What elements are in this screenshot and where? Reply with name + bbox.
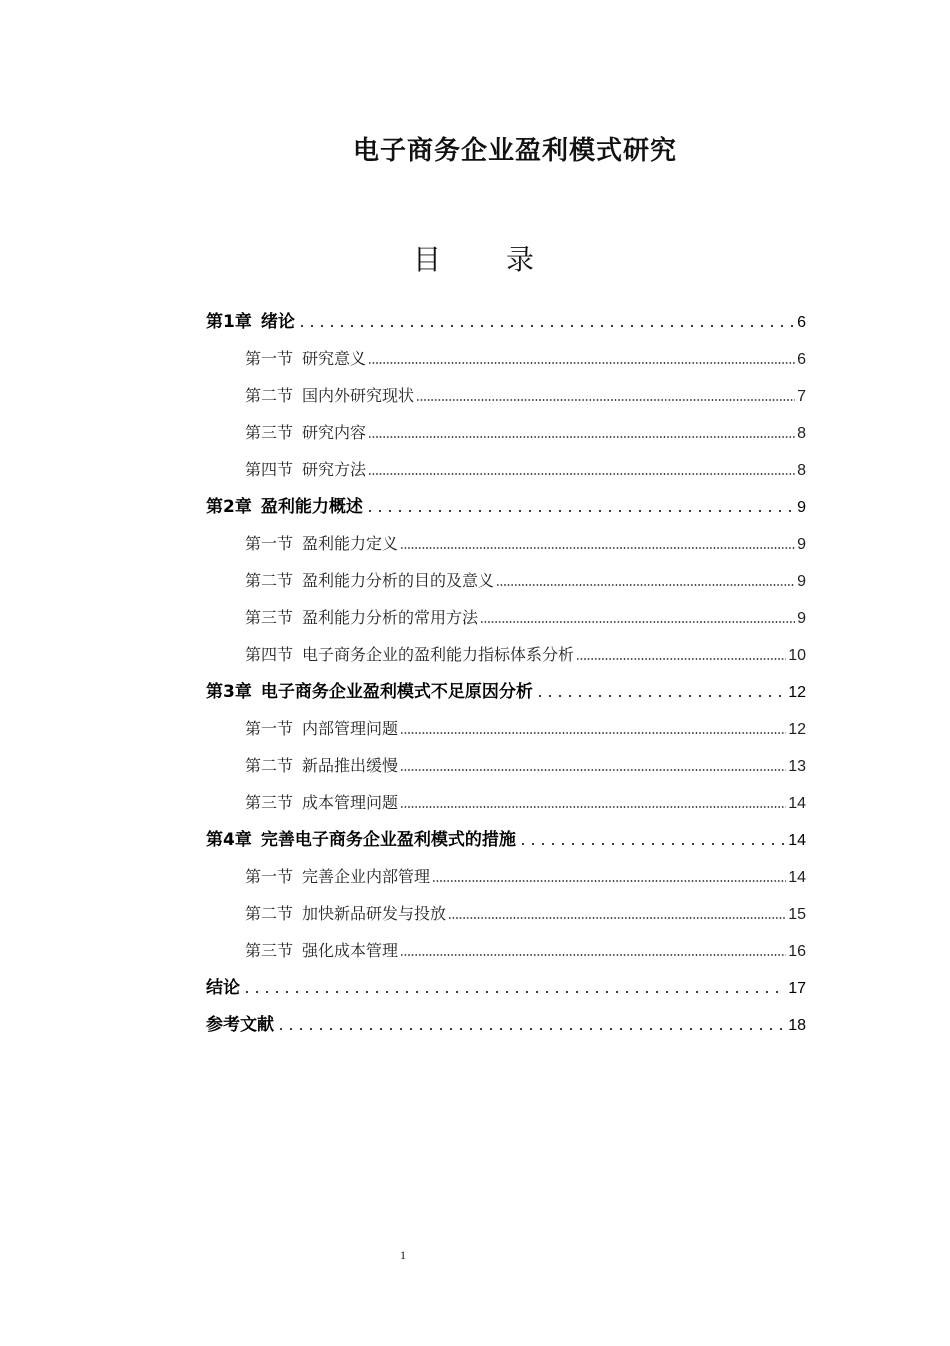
toc-dot-leader	[496, 584, 795, 586]
toc-section-entry[interactable]	[206, 739, 806, 776]
toc-entry-text: 加快新品研发与投放	[302, 904, 447, 923]
toc-entry-label	[206, 492, 363, 517]
toc-entry-number: 第二节	[245, 386, 294, 405]
toc-section-entry[interactable]	[206, 369, 806, 406]
toc-chapter-entry[interactable]	[206, 813, 806, 850]
toc-entry-number: 第一节	[245, 719, 294, 738]
toc-entry-text: 结论	[206, 978, 240, 998]
toc-entry-text: 研究内容	[302, 423, 367, 442]
toc-entry-label	[245, 605, 478, 628]
toc-entry-label	[245, 531, 398, 554]
toc-dot-leader	[276, 1028, 786, 1030]
toc-entry-number: 第2章	[206, 497, 252, 517]
toc-dot-leader	[400, 769, 786, 771]
toc-entry-page: 9	[797, 610, 806, 627]
toc-section-entry[interactable]	[206, 887, 806, 924]
toc-section-entry[interactable]	[206, 628, 806, 665]
toc-entry-page: 16	[788, 943, 806, 960]
toc-entry-label	[206, 1010, 274, 1035]
toc-dot-leader	[416, 399, 795, 401]
toc-entry-page: 12	[788, 721, 806, 738]
toc-section-entry[interactable]	[206, 517, 806, 554]
toc-dot-leader	[448, 917, 786, 919]
toc-entry-label	[245, 938, 398, 961]
toc-entry-number: 第三节	[245, 608, 294, 627]
toc-entry-page: 7	[797, 388, 806, 405]
toc-dot-leader	[480, 621, 795, 623]
toc-entry-label	[206, 677, 533, 702]
toc-entry-label	[206, 973, 240, 998]
toc-chapter-entry[interactable]	[206, 998, 806, 1035]
toc-dot-leader	[368, 473, 795, 475]
toc-dot-leader	[535, 695, 786, 697]
toc-entry-label	[245, 420, 366, 443]
toc-entry-label	[206, 825, 516, 850]
toc-entry-page: 6	[797, 314, 806, 331]
toc-entry-page: 8	[797, 425, 806, 442]
toc-entry-text: 新品推出缓慢	[302, 756, 399, 775]
toc-section-entry[interactable]	[206, 406, 806, 443]
toc-entry-number: 第二节	[245, 571, 294, 590]
toc-dot-leader	[365, 510, 795, 512]
toc-entry-number: 第二节	[245, 756, 294, 775]
toc-dot-leader	[400, 954, 786, 956]
toc-section-entry[interactable]	[206, 702, 806, 739]
toc-entry-number: 第一节	[245, 867, 294, 886]
toc-entry-page: 10	[788, 647, 806, 664]
document-title: 电子商务企业盈利模式研究	[352, 136, 677, 166]
toc-entry-text: 盈利能力分析的目的及意义	[302, 571, 495, 590]
toc-entry-number: 第四节	[245, 460, 294, 479]
toc-section-entry[interactable]	[206, 591, 806, 628]
toc-section-entry[interactable]	[206, 554, 806, 591]
toc-entry-text: 电子商务企业盈利模式不足原因分析	[260, 682, 533, 702]
toc-entry-number: 第三节	[245, 423, 294, 442]
toc-entry-page: 13	[788, 758, 806, 775]
toc-entry-text: 盈利能力定义	[302, 534, 399, 553]
toc-section-entry[interactable]	[206, 332, 806, 369]
toc-chapter-entry[interactable]	[206, 295, 806, 332]
toc-entry-page: 17	[788, 980, 806, 997]
toc-dot-leader	[368, 362, 795, 364]
toc-entry-page: 6	[797, 351, 806, 368]
toc-entry-label	[245, 383, 414, 406]
toc-entry-number: 第四节	[245, 645, 294, 664]
toc-entry-page: 14	[788, 832, 806, 849]
toc-entry-text: 绪论	[260, 312, 295, 332]
toc-entry-label	[245, 457, 366, 480]
toc-dot-leader	[576, 658, 786, 660]
page-number: 1	[400, 1248, 406, 1262]
toc-entry-page: 15	[788, 906, 806, 923]
toc-entry-text: 研究方法	[302, 460, 367, 479]
toc-dot-leader	[400, 547, 795, 549]
toc-dot-leader	[432, 880, 786, 882]
toc-entry-text: 电子商务企业的盈利能力指标体系分析	[302, 645, 575, 664]
toc-dot-leader	[368, 436, 795, 438]
toc-entry-number: 第3章	[206, 682, 252, 702]
toc-heading: 目 录	[413, 243, 562, 276]
toc-entry-number: 第二节	[245, 904, 294, 923]
toc-entry-text: 完善电子商务企业盈利模式的措施	[260, 830, 516, 850]
toc-dot-leader	[297, 325, 795, 327]
toc-dot-leader	[518, 843, 786, 845]
toc-entry-text: 强化成本管理	[302, 941, 399, 960]
toc-entry-text: 研究意义	[302, 349, 367, 368]
table-of-contents	[206, 295, 806, 1035]
toc-chapter-entry[interactable]	[206, 480, 806, 517]
toc-entry-page: 14	[788, 869, 806, 886]
toc-entry-label	[245, 716, 398, 739]
toc-entry-number: 第三节	[245, 941, 294, 960]
toc-chapter-entry[interactable]	[206, 665, 806, 702]
toc-entry-page: 8	[797, 462, 806, 479]
toc-entry-label	[245, 568, 494, 591]
toc-section-entry[interactable]	[206, 443, 806, 480]
toc-entry-number: 第三节	[245, 793, 294, 812]
toc-entry-label	[245, 346, 366, 369]
toc-entry-label	[245, 753, 398, 776]
toc-entry-label	[245, 901, 446, 924]
toc-section-entry[interactable]	[206, 776, 806, 813]
toc-entry-text: 内部管理问题	[302, 719, 399, 738]
toc-entry-page: 9	[797, 536, 806, 553]
toc-dot-leader	[242, 991, 786, 993]
toc-chapter-entry[interactable]	[206, 961, 806, 998]
toc-entry-text: 成本管理问题	[302, 793, 399, 812]
toc-section-entry[interactable]	[206, 924, 806, 961]
toc-entry-page: 9	[797, 499, 806, 516]
toc-entry-text: 盈利能力分析的常用方法	[302, 608, 479, 627]
toc-entry-page: 14	[788, 795, 806, 812]
toc-entry-text: 完善企业内部管理	[302, 867, 431, 886]
toc-dot-leader	[400, 732, 786, 734]
toc-entry-text: 参考文献	[206, 1015, 274, 1035]
toc-entry-number: 第一节	[245, 349, 294, 368]
toc-entry-page: 18	[788, 1017, 806, 1034]
toc-entry-number: 第一节	[245, 534, 294, 553]
toc-entry-label	[245, 642, 574, 665]
toc-entry-label	[245, 864, 430, 887]
toc-entry-number: 第4章	[206, 830, 252, 850]
toc-entry-number: 第1章	[206, 312, 252, 332]
toc-dot-leader	[400, 806, 786, 808]
toc-entry-text: 盈利能力概述	[260, 497, 363, 517]
toc-entry-page: 9	[797, 573, 806, 590]
toc-entry-label	[245, 790, 398, 813]
toc-entry-text: 国内外研究现状	[302, 386, 415, 405]
toc-entry-label	[206, 307, 295, 332]
toc-section-entry[interactable]	[206, 850, 806, 887]
toc-entry-page: 12	[788, 684, 806, 701]
